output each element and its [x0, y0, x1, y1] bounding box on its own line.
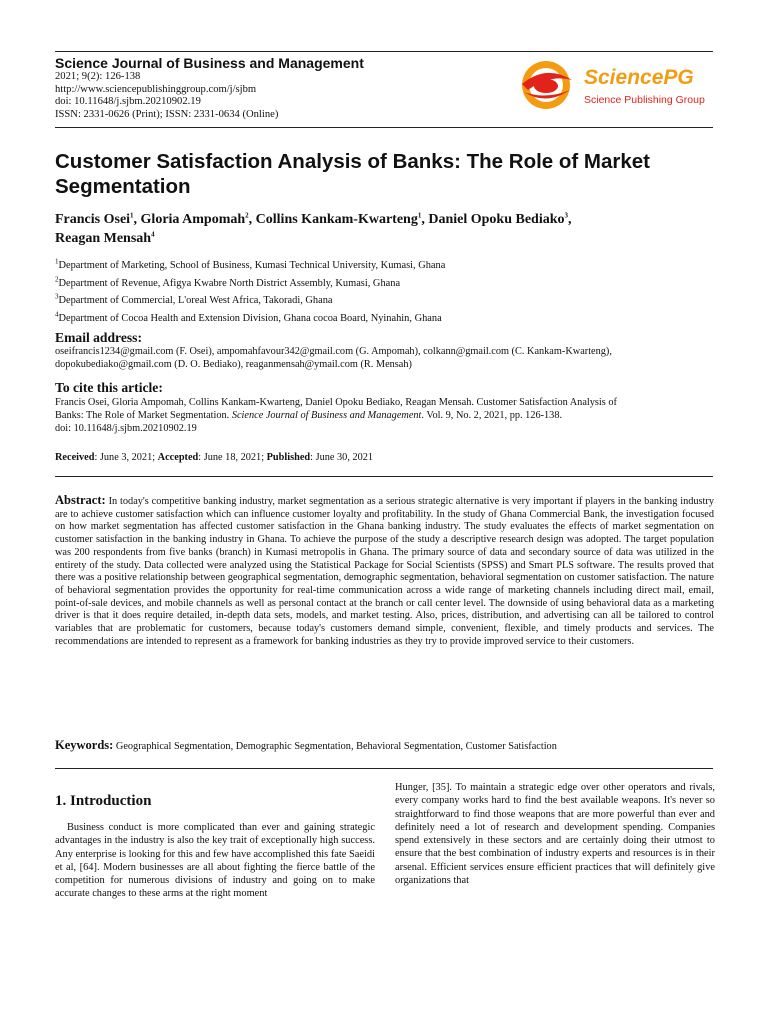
affiliation-item — [55, 310, 715, 328]
author-affiliation-mark: 4 — [151, 230, 155, 239]
author-name: Francis Osei — [55, 212, 131, 227]
accepted-date: : June 18, 2021; — [198, 452, 267, 463]
citation-block — [55, 397, 720, 435]
sciencepg-logo — [516, 56, 716, 116]
affiliation-number: 1 — [55, 257, 59, 266]
issue-info: 2021; 9(2): 126-138 — [55, 71, 141, 82]
keywords-rule — [55, 768, 713, 769]
citation-text: . Vol. 9, No. 2, 2021, pp. 126-138. — [421, 409, 563, 421]
citation-line: Francis Osei, Gloria Ampomah, Collins Kankam-Kwarteng, Daniel Opoku Bediako, Reagan Mensah. Customer Satisfaction Analysis of — [55, 397, 617, 408]
affiliation-text: Department of Revenue, Afigya Kwabre North District Assembly, Kumasi, Ghana — [58, 277, 401, 289]
affiliation-item — [55, 275, 715, 293]
keywords-label: Keywords: — [55, 738, 114, 752]
affiliation-text: Department of Cocoa Health and Extension Division, Ghana cocoa Board, Nyinahin, Ghana — [58, 312, 442, 324]
journal-meta — [55, 71, 278, 121]
header-bottom-rule — [55, 127, 713, 128]
cite-heading: To cite this article: — [55, 380, 163, 395]
citation-line — [55, 410, 720, 423]
affiliation-text: Department of Marketing, School of Business, Kumasi Technical University, Kumasi, Ghana — [58, 260, 446, 271]
author-affiliation-mark: 2 — [245, 211, 249, 220]
abstract-label: Abstract: — [55, 493, 106, 507]
affiliation-list — [55, 257, 715, 327]
intro-right-column: Hunger, [35]. To maintain a strategic edge over other operators and rivals, every company works hard to find the best available weapons. It's never so straightforward to find those weapons that are more powerful than ever and definitely need a lot of research and development spending. Companies spend extensively in these sectors and are certainly doing their utmost to ensure that the best combination of industry experts and resources is in their arsenal. Efficient services ensure efficient practices that will definitely give organizations that — [395, 782, 715, 887]
journal-doi: doi: 10.11648/j.sjbm.20210902.19 — [55, 96, 201, 108]
author-name: Collins Kankam-Kwarteng — [255, 212, 418, 227]
affiliation-number: 4 — [55, 310, 59, 319]
email-heading: Email address: — [55, 330, 142, 345]
abstract-text: In today's competitive banking industry, market segmentation as a serious strategic alternative is very important if players in the banking industry are to achieve customer satisfaction which can influence customer loyalty and profitability. In the study of Ghana Commercial Bank, the investigation focused on how market segmentation has affected customer satisfaction in the Ghana banking industry. The study evaluates the effects of market segmentation on customer satisfaction in the banking industry in Ghana. To achieve the purpose of the study a descriptive research design was adopted. The target population was 200 respondents from five banks (branch) in Kumasi metropolis in Ghana. The primary source of data and secondary source of data was utilized in the entirety of the study. Data collected were analyzed using the Statistical Package for Social Scientists (SPSS) and Smart PLS software. The results proved that there was a positive relationship between geographical segmentation, demographic segmentation, behavioral segmentation on customer satisfaction. The nature of behavioral segmentation provides the opportunity for real-time communication across a wide range of marketing channels including direct mail, email, point-of-sale devices, and mobile channels as well as personal contact at the branch or call center level. The downside of using behavioral data as a marketing driver is that it does require detailed, in-depth data sets, models, and market testing. Also, prices, distribution, and advertising can all be tailored to control variables that are problematic for customers, because today's customers demand simple, convenient, flexible, and timely products and services. The recommendations are intended to represent as a framework for banking industries as they try to provide improved service to their customers. — [55, 496, 714, 647]
author-affiliation-mark: 3 — [564, 211, 569, 220]
published-label: Published — [266, 452, 311, 463]
author-affiliation-mark: 1 — [417, 211, 422, 220]
author-name: Daniel Opoku Bediako — [428, 212, 565, 227]
citation-journal: Science Journal of Business and Management — [231, 409, 422, 421]
affiliation-item — [55, 257, 715, 275]
top-rule — [55, 51, 713, 52]
received-date: : June 3, 2021; — [94, 452, 158, 463]
author-name: Gloria Ampomah — [140, 212, 246, 227]
email-line[interactable]: oseifrancis1234@gmail.com (F. Osei), ampomahfavour342@gmail.com (G. Ampomah), colkann@gmail.com (C. Kankam-Kwarteng), — [55, 346, 612, 357]
affiliation-number: 3 — [55, 292, 59, 301]
affiliation-number: 2 — [55, 275, 59, 284]
email-line[interactable]: dopokubediako@gmail.com (D. O. Bediako), reaganmensah@ymail.com (R. Mensah) — [55, 358, 412, 370]
journal-name: Science Journal of Business and Management — [55, 55, 364, 71]
section-heading-introduction: 1. Introduction — [55, 793, 152, 809]
published-date: : June 30, 2021 — [310, 452, 374, 463]
affiliation-text: Department of Commercial, L'oreal West Africa, Takoradi, Ghana — [58, 295, 333, 306]
citation-text: Banks: The Role of Market Segmentation. — [55, 409, 232, 421]
publication-dates — [55, 452, 373, 463]
logo-wordmark: SciencePG — [584, 66, 694, 89]
author-affiliation-mark: 1 — [130, 211, 134, 220]
accepted-label: Accepted — [157, 452, 199, 463]
keywords — [55, 738, 714, 753]
dates-rule — [55, 476, 713, 477]
abstract — [55, 494, 714, 648]
journal-url[interactable]: http://www.sciencepublishinggroup.com/j/sjbm — [55, 83, 257, 95]
intro-left-column: Business conduct is more complicated than ever and gaining strategic advantages in the industry is also the key trait of exceptionally high success. Any enterprise is looking for this and few have accomplished this fate Saeidi et al, [64]. Modern businesses are all about fighting the fierce battle of the competition for numerous divisions of industry and going on to make accurate changes to these arms at the right moment — [55, 822, 375, 900]
keywords-text: Geographical Segmentation, Demographic Segmentation, Behavioral Segmentation, Customer Satisfaction — [115, 741, 557, 752]
author-name: Reagan Mensah — [55, 231, 152, 246]
logo-tagline: Science Publishing Group — [584, 94, 705, 106]
received-label: Received — [55, 452, 95, 463]
email-block — [55, 346, 720, 372]
journal-issn: ISSN: 2331-0626 (Print); ISSN: 2331-0634 (Online) — [55, 108, 279, 120]
article-title: Customer Satisfaction Analysis of Banks: The Role of Market Segmentation — [55, 150, 651, 198]
affiliation-item — [55, 292, 715, 310]
author-list: Francis Osei$^1$, Gloria Ampomah$^2$, Collins Kankam-Kwarteng$^1$, Daniel Opoku Bediako$^3$, Reagan Mensah$^4$ — [55, 211, 572, 246]
citation-doi: doi: 10.11648/j.sjbm.20210902.19 — [55, 422, 197, 434]
